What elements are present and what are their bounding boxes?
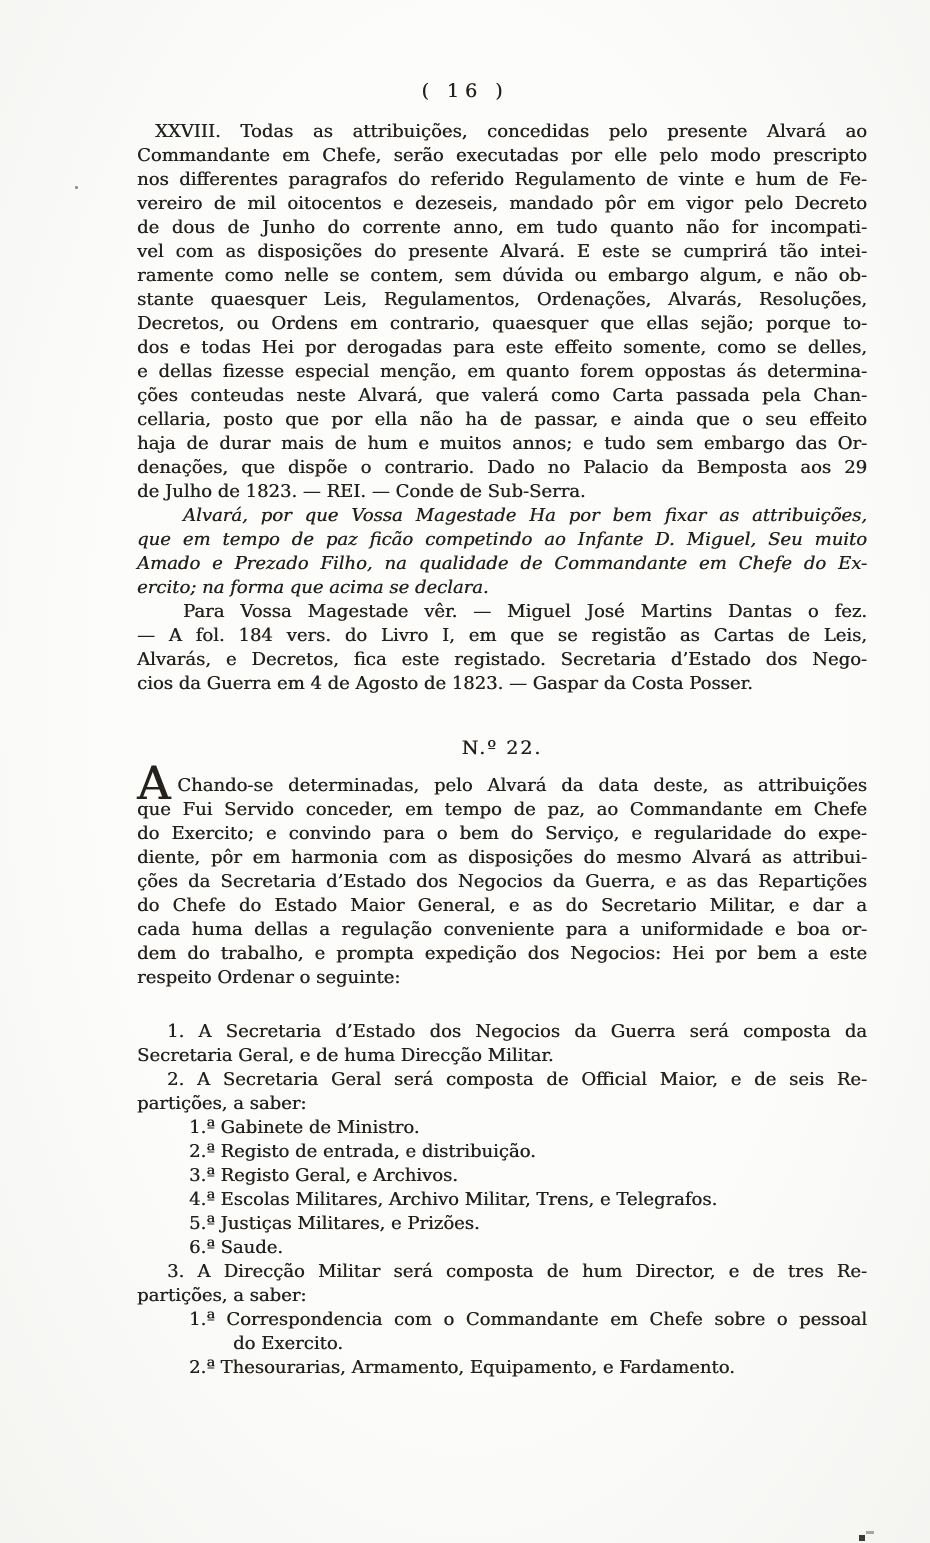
text-line: partições, a saber:	[137, 1285, 307, 1306]
subitem-2-thesourarias	[137, 1356, 867, 1380]
text-line: — A fol. 184 vers. do Livro I, em que se registão as Cartas de Leis,	[137, 625, 867, 646]
text-line: do Exercito; e convindo para o bem do Serviço, e regularidade do expe-	[137, 823, 867, 844]
article-2	[137, 1068, 867, 1116]
text-line: ramente como nelle se contem, sem dúvida ou embargo algum, e não ob-	[137, 265, 867, 286]
text-line: 1. A Secretaria d’Estado dos Negocios da Guerra será composta da	[167, 1021, 867, 1042]
text-line: que Fui Servido conceder, em tempo de paz, ao Commandante em Chefe	[137, 799, 867, 820]
text-line: do Chefe do Estado Maior General, e as do Secretario Militar, e dar a	[137, 895, 867, 916]
text-line: 1.ª Gabinete de Ministro.	[189, 1117, 420, 1138]
subitem-5-justicas	[137, 1212, 867, 1236]
subitem-1-gabinete	[137, 1116, 867, 1140]
text-line: 4.ª Escolas Militares, Archivo Militar, Trens, e Telegrafos.	[189, 1189, 718, 1210]
heading-number-22	[137, 736, 867, 760]
text-line: 6.ª Saude.	[189, 1237, 283, 1258]
text-line: XXVIII. Todas as attribuições, concedidas pelo presente Alvará ao	[155, 121, 867, 142]
text-line: partições, a saber:	[137, 1093, 307, 1114]
scan-artifact-dot	[75, 186, 78, 189]
text-line: ções da Secretaria d’Estado dos Negocios da Guerra, e as das Repartições	[137, 871, 867, 892]
subitem-4-escolas	[137, 1188, 867, 1212]
text-line: vereiro de mil oitocentos e dezeseis, mandado pôr em vigor pelo Decreto	[137, 193, 867, 214]
ink-speck	[866, 1531, 874, 1534]
text-line: A Chando-se determinadas, pelo Alvará da data deste, as attribuições	[137, 756, 867, 810]
text-line: 3. A Direcção Militar será composta de hum Director, e de tres Re-	[167, 1261, 867, 1282]
text-line: cada huma dellas a regulação conveniente para a uniformidade e boa or-	[137, 919, 867, 940]
text-line: respeito Ordenar o seguinte:	[137, 967, 401, 988]
text-line: ções conteudas neste Alvará, que valerá como Carta passada pela Chan-	[137, 385, 867, 406]
text-line: haja de durar mais de hum e muitos annos; e tudo sem embargo das Or-	[137, 433, 867, 454]
text-line: 2. A Secretaria Geral será composta de Official Maior, e de seis Re-	[167, 1069, 867, 1090]
text-line: Commandante em Chefe, serão executadas por elle pelo modo prescripto	[137, 145, 867, 166]
text-line: stante quaesquer Leis, Regulamentos, Ordenações, Alvarás, Resoluções,	[137, 289, 867, 310]
ink-speck	[859, 1535, 865, 1541]
paragraph-article-xxviii	[137, 120, 867, 504]
text-line: Secretaria Geral, e de huma Direcção Militar.	[137, 1045, 554, 1066]
text-line: que em tempo de paz ficão competindo ao Infante D. Miguel, Seu muito	[137, 529, 867, 550]
text-line: cellaria, posto que por ella não ha de passar, e ainda que o seu effeito	[137, 409, 867, 430]
paragraph-registration-note	[137, 600, 867, 696]
article-3	[137, 1260, 867, 1308]
text-line: cios da Guerra em 4 de Agosto de 1823. — Gaspar da Costa Posser.	[137, 673, 753, 694]
text-line: 2.ª Thesourarias, Armamento, Equipamento, e Fardamento.	[189, 1357, 735, 1378]
page-number: ( 16 )	[421, 80, 509, 102]
subitem-1-correspondencia	[137, 1308, 867, 1356]
text-line: e dellas fizesse especial menção, em quanto forem oppostas ás determina-	[137, 361, 867, 382]
text-line: nos differentes paragrafos do referido Regulamento de vinte e hum de Fe-	[137, 169, 867, 190]
paragraph-alvara-summary	[137, 504, 867, 600]
subitem-6-saude	[137, 1236, 867, 1260]
paragraph-achando-se	[137, 756, 867, 990]
subitem-2-registo-entrada	[137, 1140, 867, 1164]
text-line: N.º 22.	[461, 737, 543, 759]
text-line: 5.ª Justiças Militares, e Prizões.	[189, 1213, 480, 1234]
text-line: dos e todas Hei por derogadas para este effeito somente, como se delles,	[137, 337, 867, 358]
text-line: Para Vossa Magestade vêr. — Miguel José Martins Dantas o fez.	[183, 601, 867, 622]
text-line: de dous de Junho do corrente anno, em tudo quanto não for incompati-	[137, 217, 867, 238]
text-line: do Exercito.	[233, 1333, 343, 1354]
text-line: vel com as disposições do presente Alvará. E este se cumprirá tão intei-	[137, 241, 867, 262]
text-line: denações, que dispõe o contrario. Dado no Palacio da Bemposta aos 29	[137, 457, 867, 478]
text-line: 3.ª Registo Geral, e Archivos.	[189, 1165, 458, 1186]
text-line: 2.ª Registo de entrada, e distribuição.	[189, 1141, 536, 1162]
text-line: 1.ª Correspondencia com o Commandante em Chefe sobre o pessoal	[189, 1309, 867, 1330]
drop-cap-initial: A	[137, 756, 171, 810]
text-line: de Julho de 1823. — REI. — Conde de Sub-Serra.	[137, 481, 586, 502]
text-column	[137, 120, 867, 1380]
text-line: Amado e Prezado Filho, na qualidade de Commandante em Chefe do Ex-	[137, 553, 867, 574]
article-1	[137, 1020, 867, 1068]
text-line: Alvará, por que Vossa Magestade Ha por bem fixar as attribuições,	[183, 505, 867, 526]
text-line: Alvarás, e Decretos, fica este registado. Secretaria d’Estado dos Nego-	[137, 649, 867, 670]
subitem-3-registo-geral	[137, 1164, 867, 1188]
text-line: dem do trabalho, e prompta expedição dos Negocios: Hei por bem a este	[137, 943, 867, 964]
text-line: Decretos, ou Ordens em contrario, quaesquer que ellas sejão; porque to-	[137, 313, 867, 334]
text-line: diente, pôr em harmonia com as disposições do mesmo Alvará as attribui-	[137, 847, 867, 868]
text-line: ercito; na forma que acima se declara.	[137, 577, 489, 598]
